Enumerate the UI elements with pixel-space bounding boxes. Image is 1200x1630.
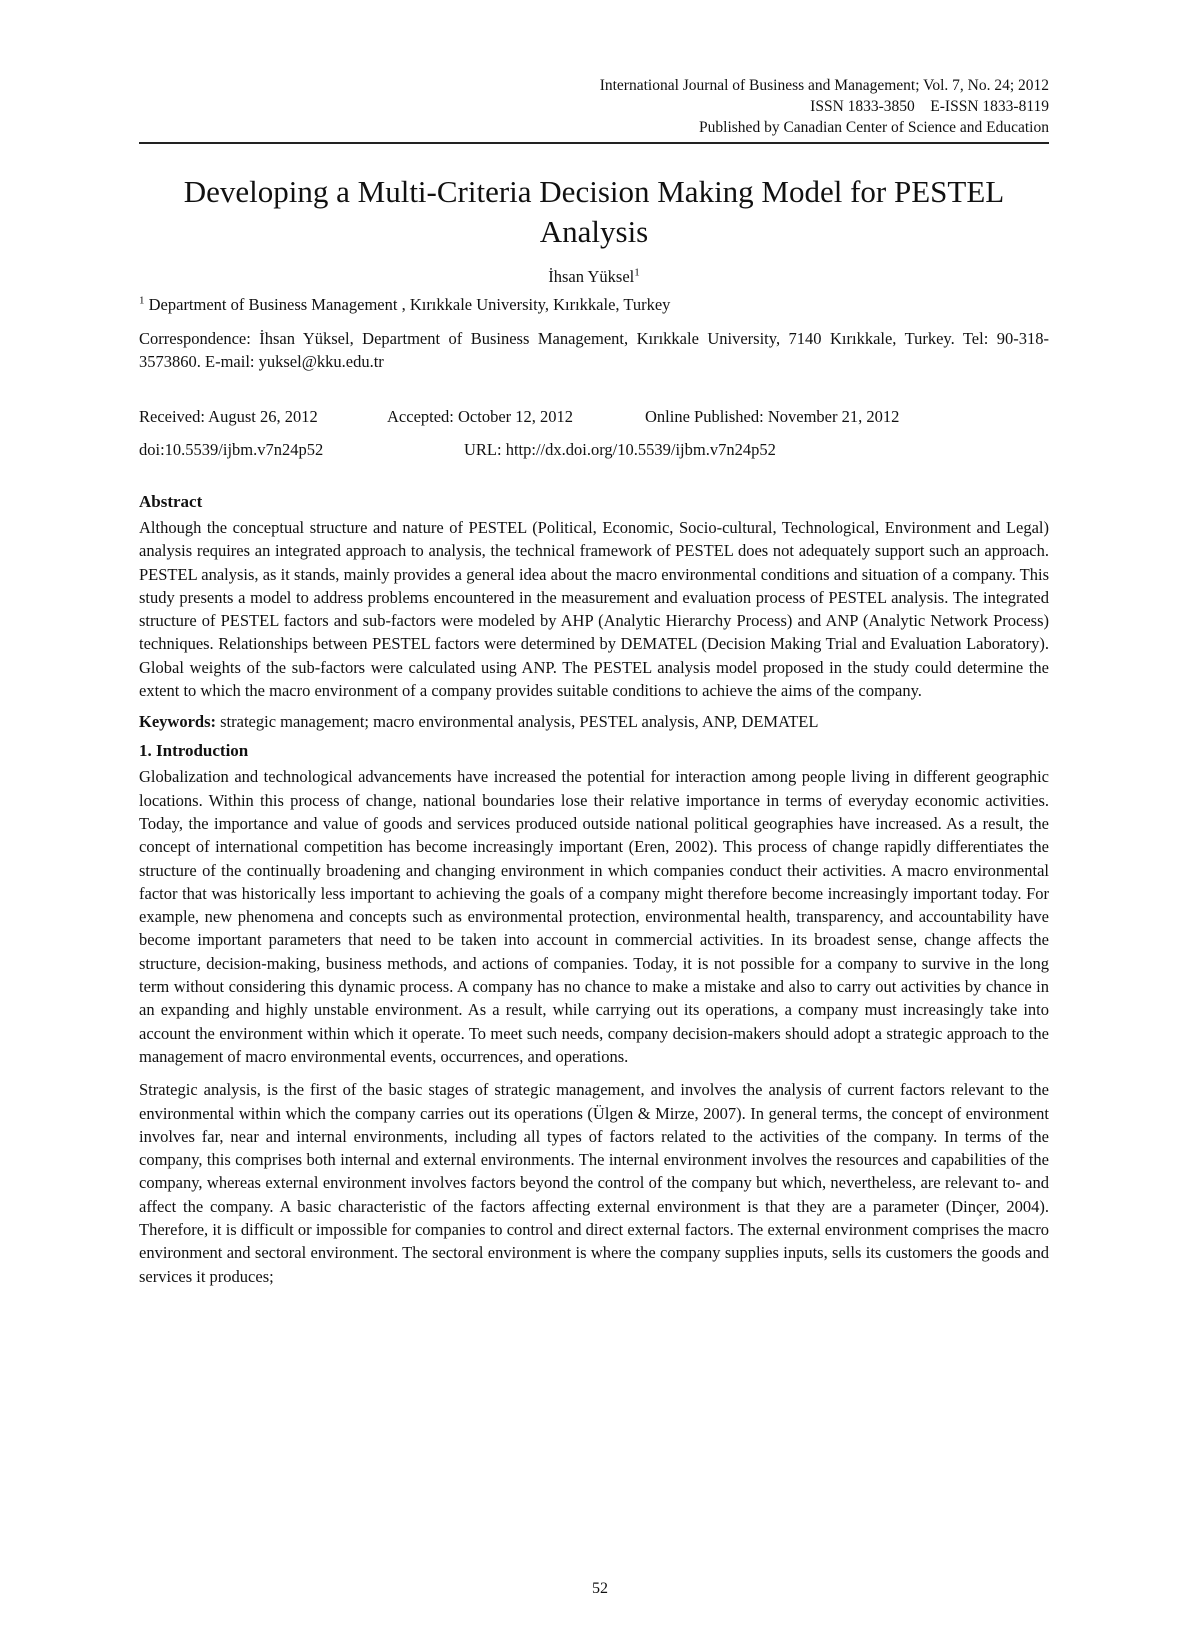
affiliation-text: Department of Business Management , Kırıkkale University, Kırıkkale, Turkey [144, 295, 671, 314]
accepted-date: Accepted: October 12, 2012 [387, 407, 574, 426]
page-number: 52 [592, 1580, 608, 1597]
introduction-paragraph-1: Globalization and technological advancements have increased the potential for interaction among people living in different geographic locations. Within this process of change, national boundaries lose their relative importance in terms of everyday economic activities. Today, the importance and value of goods and services produced outside national political geographies have increased. As a result, the concept of international competition has become increasingly important (Eren, 2002). This process of change rapidly differentiates the structure of the continually broadening and changing environment in which companies conduct their activities. A macro environmental factor that was historically less important to achieving the goals of a company might therefore become increasingly important today. For example, new phenomena and concepts such as environmental protection, environmental health, transparency, and accountability have become important parameters that need to be taken into account in commercial activities. In its broadest sense, change affects the structure, decision-making, business methods, and actions of companies. Today, it is not possible for a company to survive in the long term without considering this dynamic process. A company has no chance to make a mistake and also to carry out activities by chance in an expanding and highly unstable environment. As a result, while carrying out its operations, a company must increasingly take into account the environment within which it operate. To meet such needs, company decision-makers should adopt a strategic approach to the management of macro environmental events, occurrences, and operations. [139, 767, 1049, 1066]
publisher-line: Published by Canadian Center of Science and Education [699, 119, 1049, 136]
journal-header [139, 75, 1049, 138]
affiliation-mark: 1 [139, 294, 145, 307]
keywords [139, 710, 1049, 733]
journal-line: International Journal of Business and Management; Vol. 7, No. 24; 2012 [599, 77, 1049, 94]
keywords-text: strategic management; macro environmental analysis, PESTEL analysis, ANP, DEMATEL [216, 712, 819, 732]
introduction-paragraph-2: Strategic analysis, is the first of the basic stages of strategic management, and involves the analysis of current factors relevant to the environmental within which the company carries out its operations (Ülgen & Mirze, 2007). In general terms, the concept of environment involves far, near and internal environments, including all types of factors related to the activities of the company. In terms of the company, this comprises both internal and external environments. The internal environment involves the resources and capabilities of the company, whereas external environment involves factors beyond the control of the company but which, nevertheless, are relevant to- and affect the company. A basic characteristic of the factors affecting external environment is that they are a parameter (Dinçer, 2004). Therefore, it is difficult or impossible for companies to control and direct external factors. The external environment comprises the macro environment and sectoral environment. The sectoral environment is where the company supplies inputs, sells its customers the goods and services it produces; [139, 1080, 1049, 1286]
keywords-label: Keywords: [139, 712, 216, 732]
published-date: Online Published: November 21, 2012 [645, 407, 900, 426]
issn-line: ISSN 1833-3850 E-ISSN 1833-8119 [810, 98, 1049, 115]
publication-dates [139, 400, 1049, 466]
author-affiliation-mark: 1 [634, 266, 640, 279]
correspondence: Correspondence: İhsan Yüksel, Department of Business Management, Kırıkkale University, 7140 Kırıkkale, Turkey. Tel: 90-318-3573860. E-mail: yuksel@kku.edu.tr [139, 329, 1049, 371]
abstract-heading: Abstract [139, 492, 203, 511]
received-date: Received: August 26, 2012 [139, 407, 318, 426]
doi-url[interactable]: URL: http://dx.doi.org/10.5539/ijbm.v7n24p52 [464, 440, 776, 459]
author-line [139, 267, 1049, 287]
introduction-heading: 1. Introduction [139, 741, 249, 761]
paper-title: Developing a Multi-Criteria Decision Making Model for PESTEL Analysis [183, 174, 1005, 249]
doi: doi:10.5539/ijbm.v7n24p52 [139, 440, 324, 459]
affiliation [139, 295, 1049, 315]
header-rule [139, 142, 1049, 144]
paper-page [139, 75, 1049, 1288]
abstract-text: Although the conceptual structure and nature of PESTEL (Political, Economic, Socio-cultural, Technological, Environment and Legal) analysis requires an integrated approach to analysis, the technical framework of PESTEL does not adequately support such an approach. PESTEL analysis, as it stands, mainly provides a general idea about the macro environmental conditions and situation of a company. This study presents a model to address problems encountered in the measurement and evaluation process of PESTEL analysis. The integrated structure of PESTEL factors and sub-factors were modeled by AHP (Analytic Hierarchy Process) and ANP (Analytic Network Process) techniques. Relationships between PESTEL factors were determined by DEMATEL (Decision Making Trial and Evaluation Laboratory). Global weights of the sub-factors were calculated using ANP. The PESTEL analysis model proposed in the study could determine the extent to which the macro environment of a company provides suitable conditions to achieve the aims of the company. [139, 518, 1049, 701]
author-name: İhsan Yüksel [548, 267, 635, 286]
